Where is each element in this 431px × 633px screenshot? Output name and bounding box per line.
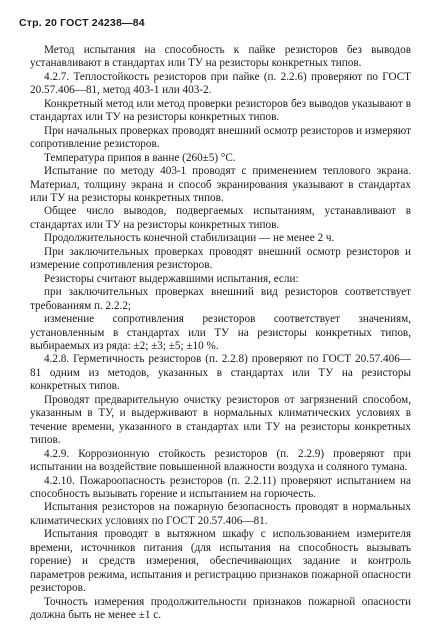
document-body <box>30 44 411 622</box>
paragraph: Общее число выводов, подвергаемых испытаниям, устанавливают в стандартах или ТУ на резисторы конкретных типов. <box>30 205 411 231</box>
paragraph: Испытания резисторов на пожарную безопасность проводят в нормальных климатических условиях по ГОСТ 20.57.406—81. <box>30 501 411 527</box>
paragraph: Испытание по методу 403-1 проводят с применением теплового экрана. Материал, толщину экрана и способ экранирования указывают в стандартах или ТУ на резисторы конкретных типов. <box>30 165 411 204</box>
paragraph: 4.2.8. Герметичность резисторов (п. 2.2.8) проверяют по ГОСТ 20.57.406—81 одним из методов, указанных в стандартах или ТУ на резисторы конкретных типов. <box>30 353 411 393</box>
paragraph: При заключительных проверках проводят внешний осмотр резисторов и измерение сопротивления резисторов. <box>30 245 411 272</box>
paragraph: Резисторы считают выдержавшими испытания, если: <box>44 272 299 285</box>
page-header: Стр. 20 ГОСТ 24238—84 <box>19 17 145 29</box>
paragraph: 4.2.7. Теплостойкость резисторов при пайке (п. 2.2.6) проверяют по ГОСТ 20.57.406—81, метод 403-1 или 403-2. <box>30 70 411 97</box>
paragraph: Испытания проводят в вытяжном шкафу с использованием измерителя времени, источников питания (для испытания на способность вызывать горение) и средств измерения, обеспечивающих задание и контроль параметров режима, испытания и регистрацию признаков пожарной опасности резисторов. <box>30 528 411 595</box>
paragraph: 4.2.9. Коррозионную стойкость резисторов (п. 2.2.9) проверяют при испытании на воздействие повышенной влажности воздуха и соляного тумана. <box>30 447 411 474</box>
paragraph: 4.2.10. Пожароопасность резисторов (п. 2.2.11) проверяют испытанием на способность вызывать горение и испытанием на горючесть. <box>30 474 411 500</box>
paragraph: При начальных проверках проводят внешний осмотр резисторов и измеряют сопротивление резисторов. <box>30 124 411 151</box>
paragraph: Температура припоя в ванне (260±5) °С. <box>44 151 236 164</box>
paragraph: Конкретный метод или метод проверки резисторов без выводов указывают в стандартах или ТУ на резисторы конкретных типов. <box>30 97 411 124</box>
paragraph: Метод испытания на способность к пайке резисторов без выводов устанавливают в стандартах или ТУ на резисторы конкретных типов. <box>30 44 411 70</box>
paragraph: изменение сопротивления резисторов соответствует значениям, установленным в стандартах или ТУ на резисторы конкретных типов, выбираемых из ряда: ±2; ±3; ±5; ±10 %. <box>30 313 411 352</box>
paragraph: при заключительных проверках внешний вид резисторов соответствует требованиям п. 2.2.2; <box>30 286 411 312</box>
paragraph: Точность измерения продолжительности признаков пожарной опасности должна быть не менее ±1 с. <box>30 595 411 622</box>
paragraph: Продолжительность конечной стабилизации — не менее 2 ч. <box>44 232 335 245</box>
paragraph: Проводят предварительную очистку резисторов от загрязнений способом, указанным в ТУ, и выдерживают в нормальных климатических условиях в течение времени, указанного в стандартах или ТУ на резисторы конкретных типов. <box>30 393 411 447</box>
